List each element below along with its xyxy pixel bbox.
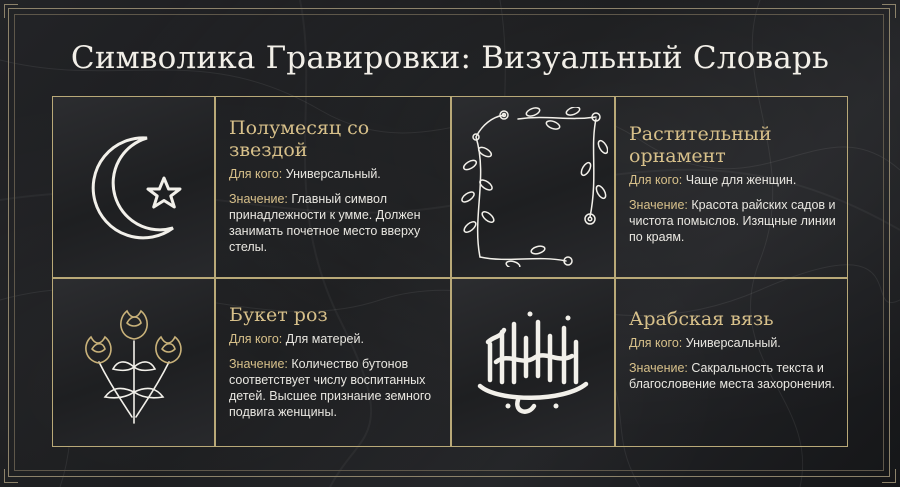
frame-corner — [4, 469, 18, 483]
audience-row — [229, 331, 441, 347]
crescent-star-image — [53, 97, 215, 277]
audience-row — [229, 166, 441, 182]
card-floral-ornament — [615, 97, 847, 277]
arabic-calligraphy-image — [451, 278, 615, 446]
audience-row — [629, 172, 837, 188]
arabic-calligraphy-icon — [468, 302, 598, 422]
audience-value: Чаще для женщин. — [685, 173, 797, 187]
audience-label: Для кого: — [229, 167, 283, 181]
rose-bouquet-icon — [69, 297, 199, 427]
grid-divider — [614, 97, 616, 446]
grid-divider — [214, 97, 216, 446]
meaning-label: Значение: — [629, 361, 688, 375]
frame-corner — [4, 4, 18, 18]
audience-value: Для матерей. — [285, 332, 364, 346]
meaning-value: Сакральность текста и благословение места захоронения. — [629, 361, 835, 391]
audience-label: Для кого: — [229, 332, 283, 346]
meaning-row — [629, 360, 837, 392]
frame-corner — [882, 4, 896, 18]
meaning-row — [229, 191, 441, 255]
symbol-grid — [52, 96, 848, 447]
floral-ornament-image — [451, 97, 615, 277]
page-title: Символика Гравировки: Визуальный Словарь — [70, 40, 830, 76]
grid-divider — [53, 277, 847, 279]
audience-value: Универсальный. — [285, 167, 381, 181]
meaning-value: Красота райских садов и чистота помыслов. Изящные линии по краям. — [629, 198, 836, 244]
meaning-label: Значение: — [229, 192, 288, 206]
meaning-row — [229, 356, 441, 420]
card-rose-bouquet — [215, 278, 451, 446]
audience-label: Для кого: — [629, 336, 683, 350]
card-title: Полумесяц со звездой — [229, 117, 370, 161]
card-arabic-calligraphy — [615, 278, 847, 446]
audience-label: Для кого: — [629, 173, 683, 187]
audience-row — [629, 335, 837, 351]
crescent-star-icon — [69, 122, 199, 252]
frame-corner — [882, 469, 896, 483]
meaning-value: Главный символ принадлежности к умме. Должен занимать почетное место вверху стелы. — [229, 192, 421, 254]
audience-value: Универсальный. — [685, 336, 781, 350]
card-title: Растительный орнамент — [629, 123, 772, 167]
card-title: Букет роз — [229, 304, 328, 326]
rose-bouquet-image — [53, 278, 215, 446]
card-crescent-star — [215, 97, 451, 277]
card-title: Арабская вязь — [629, 308, 774, 330]
meaning-label: Значение: — [629, 198, 688, 212]
floral-ornament-icon — [458, 107, 608, 267]
meaning-row — [629, 197, 837, 245]
meaning-value: Количество бутонов соответствует числу воспитанных детей. Высшее признание земного подвига женщины. — [229, 357, 432, 419]
grid-divider — [450, 97, 452, 446]
meaning-label: Значение: — [229, 357, 288, 371]
